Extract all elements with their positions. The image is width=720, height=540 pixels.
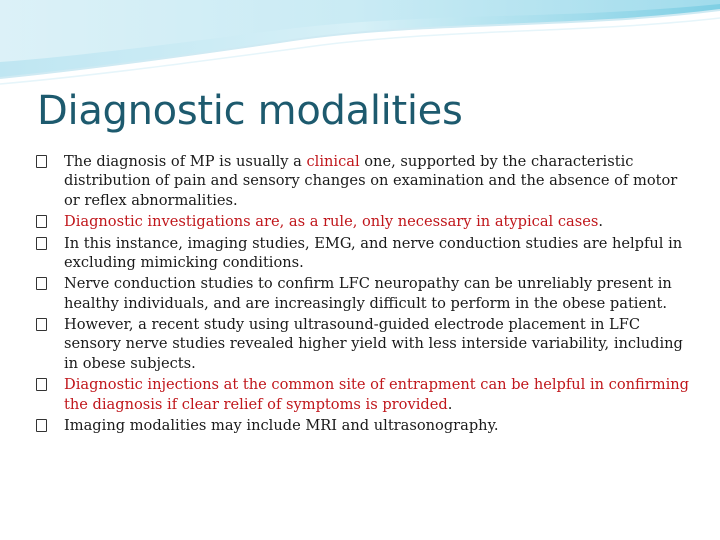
bullet-item: Diagnostic investigations are, as a rule, only necessary in atypical cases. bbox=[36, 212, 696, 231]
box-bullet-icon bbox=[36, 318, 47, 331]
header-wave-banner bbox=[0, 0, 720, 90]
bullet-item: However, a recent study using ultrasound-guided electrode placement in LFC sensory nerve studies revealed higher yield with less interside variability, including in obese subjects. bbox=[36, 315, 696, 373]
box-bullet-icon bbox=[36, 237, 47, 250]
box-bullet-icon bbox=[36, 277, 47, 290]
bullet-item: The diagnosis of MP is usually a clinical one, supported by the characteristic distribution of pain and sensory changes on examination and the absence of motor or reflex abnormalities. bbox=[36, 152, 696, 210]
bullet-item: Nerve conduction studies to confirm LFC neuropathy can be unreliably present in healthy individuals, and are increasingly difficult to perform in the obese patient. bbox=[36, 274, 696, 313]
box-bullet-icon bbox=[36, 215, 47, 228]
box-bullet-icon bbox=[36, 378, 47, 391]
bullet-item: In this instance, imaging studies, EMG, and nerve conduction studies are helpful in excluding mimicking conditions. bbox=[36, 234, 696, 273]
bullet-item: Imaging modalities may include MRI and ultrasonography. bbox=[36, 416, 696, 435]
bullet-list bbox=[36, 152, 696, 437]
box-bullet-icon bbox=[36, 419, 47, 432]
bullet-item: Diagnostic injections at the common site of entrapment can be helpful in confirming the diagnosis if clear relief of symptoms is provided. bbox=[36, 375, 696, 414]
slide-title: Diagnostic modalities bbox=[37, 88, 463, 134]
box-bullet-icon bbox=[36, 155, 47, 168]
